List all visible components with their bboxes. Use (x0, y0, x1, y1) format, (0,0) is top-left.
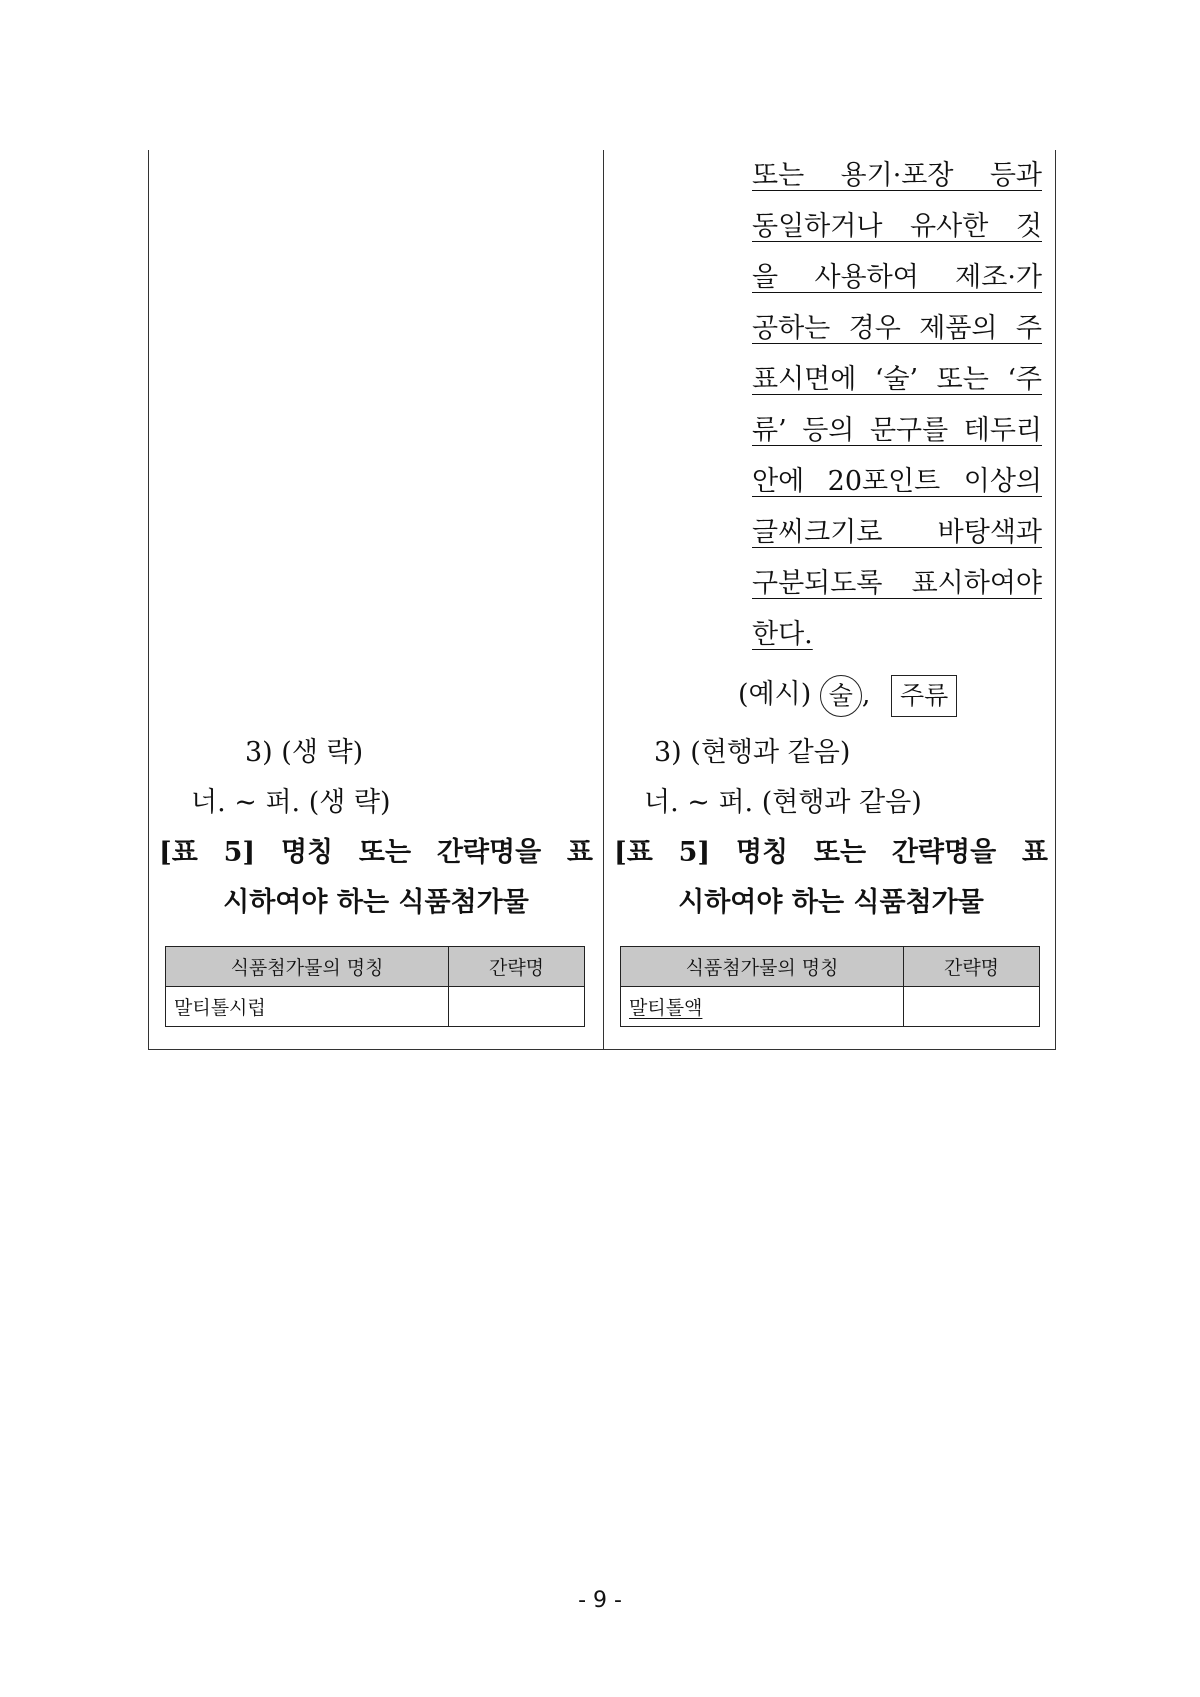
table-header-cell: 식품첨가물의 명칭 (621, 947, 904, 987)
table-cell (621, 987, 904, 1027)
table-cell (449, 987, 585, 1027)
paragraph-line: 글씨크기로 바탕색과 (752, 517, 1042, 548)
comparison-table-frame (148, 150, 1056, 1050)
table-row (621, 987, 1040, 1027)
example-label: (예시) (738, 679, 812, 710)
page-number: - 9 - (578, 1588, 622, 1613)
table-cell (904, 987, 1040, 1027)
right-table-title-line2: 시하여야 하는 식품첨가물 (678, 887, 984, 918)
table-header-row (621, 947, 1040, 987)
right-additive-table (620, 946, 1040, 1027)
left-table-title-line2: 시하여야 하는 식품첨가물 (223, 887, 529, 918)
table-row (166, 987, 585, 1027)
paragraph-line: 을 사용하여 제조·가 (752, 262, 1042, 293)
example-separator: , (861, 679, 871, 710)
paragraph-line: 류’ 등의 문구를 테두리 (752, 415, 1042, 446)
paragraph-line: 공하는 경우 제품의 주 (752, 313, 1042, 344)
paragraph-line: 동일하거나 유사한 것 (752, 211, 1042, 242)
paragraph-line: 또는 용기·포장 등과 (752, 160, 1042, 191)
left-additive-table (165, 946, 585, 1027)
underlined-additive-name: 말티톨액 (629, 997, 703, 1019)
right-table-title-line1: [표 5] 명칭 또는 간략명을 표 (614, 837, 1048, 868)
left-item-range: 너. ~ 퍼. (생 략) (191, 787, 391, 818)
right-item-3: 3) (현행과 같음) (654, 737, 851, 768)
circled-label: 술 (820, 675, 862, 717)
example-line (738, 670, 957, 720)
left-item-3: 3) (생 략) (245, 737, 364, 768)
right-item-range: 너. ~ 퍼. (현행과 같음) (644, 787, 922, 818)
paragraph-line: 한다. (752, 619, 813, 650)
current-column (149, 150, 603, 1049)
paragraph-line: 구분되도록 표시하여야 (752, 568, 1042, 599)
paragraph-line: 안에 20포인트 이상의 (752, 466, 1042, 497)
table-header-cell: 간략명 (904, 947, 1040, 987)
table-cell: 말티톨시럽 (166, 987, 449, 1027)
table-header-cell: 식품첨가물의 명칭 (166, 947, 449, 987)
boxed-label: 주류 (891, 675, 957, 717)
table-header-row (166, 947, 585, 987)
table-header-cell: 간략명 (449, 947, 585, 987)
revised-column (604, 150, 1056, 1049)
left-table-title-line1: [표 5] 명칭 또는 간략명을 표 (159, 837, 593, 868)
paragraph-line: 표시면에 ‘술’ 또는 ‘주 (752, 364, 1042, 395)
continued-paragraph (752, 150, 1042, 660)
